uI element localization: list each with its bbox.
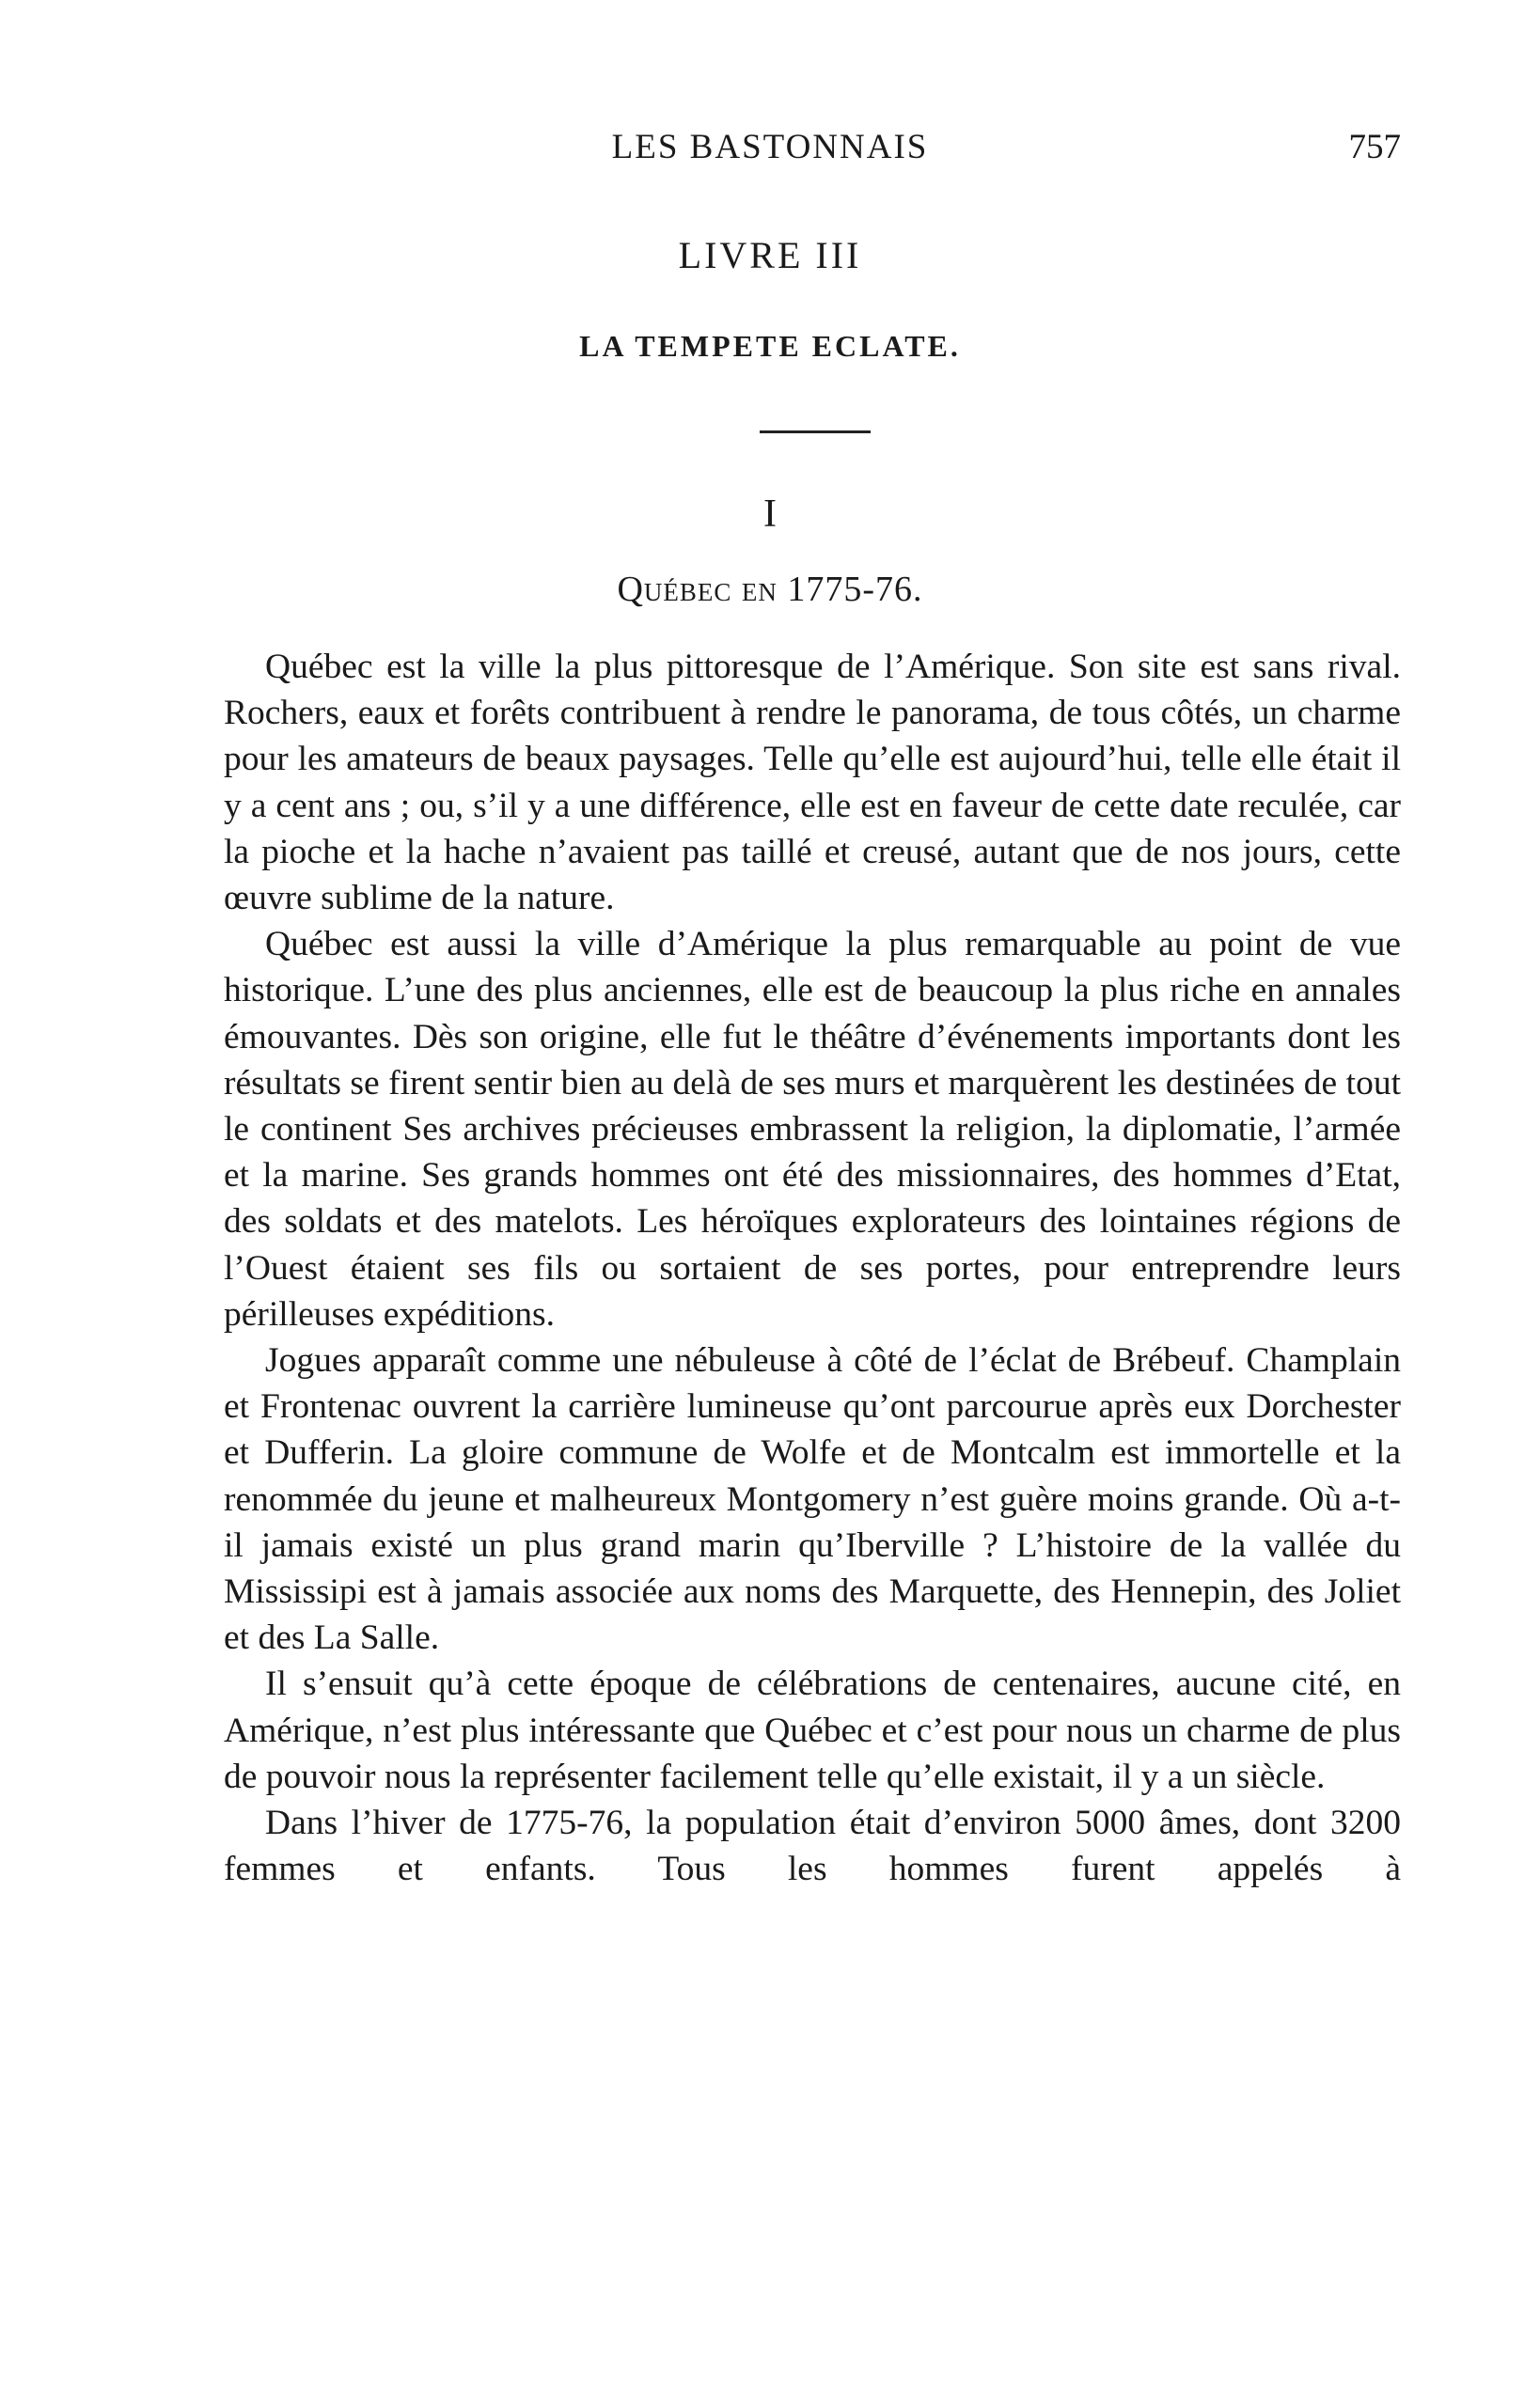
page-number: 757 xyxy=(1348,128,1401,166)
chapter-number: I xyxy=(763,493,777,536)
paragraph-2: Québec est aussi la ville d’Amérique la plus remarquable au point de vue historique. L’une des plus anciennes, elle est de beaucoup la plus riche en annales émouvantes. Dès son origine, elle fut le théâtre d’événements importants dont les résultats se firent sentir bien au delà de ses murs et marquèrent les destinées de tout le continent Ses archives précieuses embrassent la religion, la diplomatie, l’armée et la marine. Ses grands hommes ont été des missionnaires, des hommes d’Etat, des soldats et des matelots. Les héroïques explorateurs des lointaines régions de l’Ouest étaient ses fils ou sortaient de ses portes, pour entreprendre leurs périlleuses expéditions. xyxy=(224,925,1401,1334)
divider-rule xyxy=(760,430,871,433)
body-text xyxy=(224,644,1401,1892)
chapter-title: LA TEMPETE ECLATE. xyxy=(579,329,961,363)
paragraph-5: Dans l’hiver de 1775-76, la population était d’environ 5000 âmes, dont 3200 femmes et enfants. Tous les hommes furent appelés à xyxy=(224,1804,1401,1889)
paragraph-4: Il s’ensuit qu’à cette époque de célébrations de centenaires, aucune cité, en Amérique, n’est plus intéressante que Québec et c’est pour nous un charme de plus de pouvoir nous la représenter facilement telle qu’elle existait, il y a un siècle. xyxy=(224,1665,1401,1796)
section-title: Québec en 1775-76. xyxy=(617,570,923,609)
running-header xyxy=(0,127,1540,174)
paragraph-3: Jogues apparaît comme une nébuleuse à côté de l’éclat de Brébeuf. Champlain et Frontenac ouvrent la carrière lumineuse qu’ont parcourue après eux Dorchester et Dufferin. La gloire commune de Wolfe et de Montcalm est immortelle et la renommée du jeune et malheureux Montgomery n’est guère moins grande. Où a-t-il jamais existé un plus grand marin qu’Iberville ? L’histoire de la vallée du Mississipi est à jamais associée aux noms des Marquette, des Hennepin, des Joliet et des La Salle. xyxy=(224,1341,1401,1658)
running-title: LES BASTONNAIS xyxy=(611,128,929,166)
paragraph-1: Québec est la ville la plus pittoresque de l’Amérique. Son site est sans rival. Rochers, eaux et forêts contribuent à rendre le panorama, de tous côtés, un charme pour les amateurs de beaux paysages. Telle qu’elle est aujourd’hui, telle elle était il y a cent ans ; ou, s’il y a une différence, elle est en faveur de cette date reculée, car la pioche et la hache n’avaient pas taillé et creusé, autant que de nos jours, cette œuvre sublime de la nature. xyxy=(224,648,1401,918)
book-part-heading: LIVRE III xyxy=(678,234,862,276)
